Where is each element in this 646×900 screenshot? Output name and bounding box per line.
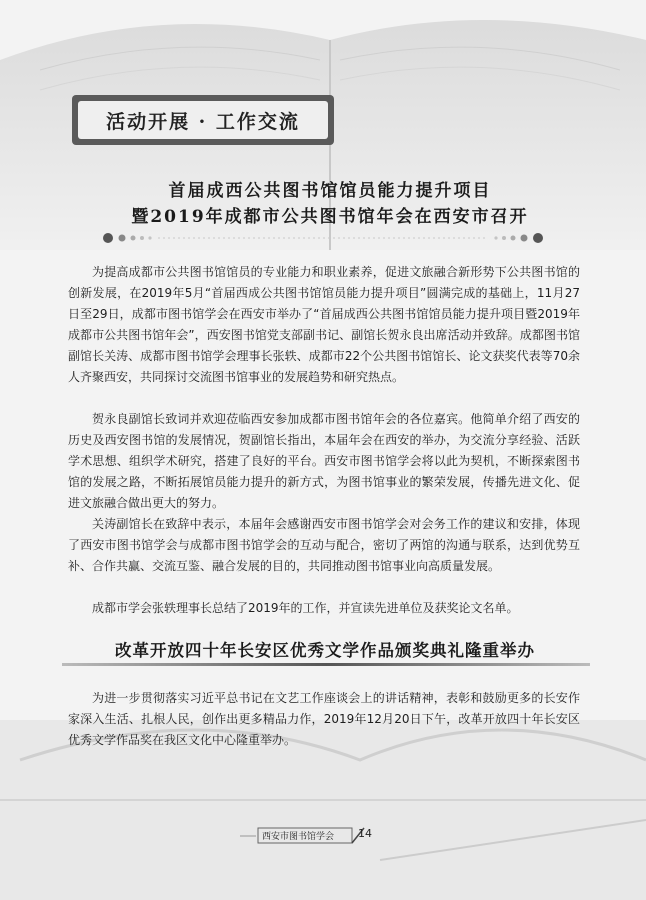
section-banner: [72, 95, 334, 145]
article-title-line-1: 首届成西公共图书馆馆员能力提升项目: [168, 181, 492, 201]
article-paragraph: 成都市学会张轶理事长总结了2019年的工作，并宣读先进单位及获奖论文名单。: [92, 601, 519, 615]
article2-paragraph: 为进一步贯彻落实习近平总书记在文艺工作座谈会上的讲话精神，表彰和鼓励更多的长安作家深入生活、扎根人民，创作出更多精品力作，2019年12月20日下午，改革开放四十年长安区优秀文学作品奖在我区文化中心隆重举办。: [68, 691, 580, 747]
dotted-divider: [100, 230, 546, 246]
page-number: 14: [358, 827, 372, 840]
article-title-line-2: 暨2019年成都市公共图书馆年会在西安市召开: [131, 207, 529, 227]
article-paragraph: 贺永良副馆长致词并欢迎莅临西安参加成都市图书馆年会的各位嘉宾。他简单介绍了西安的历史及西安图书馆的发展情况，贺副馆长指出，本届年会在西安的举办，为交流分享经验、活跃学术思想、组织学术研究，搭建了良好的平台。西安市图书馆学会将以此为契机，不断探索图书馆的发展之路，不断拓展馆员能力提升的新方式，为图书馆事业的繁荣发展，传播先进文化、促进文旅融合做出更大的努力。: [68, 412, 580, 510]
section-title: 活动开展 · 工作交流: [106, 110, 300, 133]
article-paragraph: 为提高成都市公共图书馆馆员的专业能力和职业素养，促进文旅融合新形势下公共图书馆的创新发展，在2019年5月“首届西成公共图书馆馆员能力提升项目”圆满完成的基础上，11月27日至29日，成都市图书馆学会在西安市举办了“首届成西公共图书馆馆员能力提升项目暨2019年成都市公共图书馆年会”，西安图书馆党支部副书记、副馆长贺永良出席活动并致辞。成都图书馆副馆长关涛、成都市图书馆学会理事长张轶、成都市22个公共图书馆馆长、论文获奖代表等70余人齐聚西安，共同探讨交流图书馆事业的发展趋势和研究热点。: [68, 265, 580, 384]
footer-label: 西安市图书馆学会: [262, 832, 335, 842]
article-paragraph: 关涛副馆长在致辞中表示，本届年会感谢西安市图书馆学会对会务工作的建议和安排，体现了西安市图书馆学会与成都市图书馆学会的互动与配合，密切了两馆的沟通与联系，达到优势互补、合作共赢、交流互鉴、融合发展的目的，共同推动图书馆事业向高质量发展。: [68, 517, 580, 573]
article2-title: 改革开放四十年长安区优秀文学作品颁奖典礼隆重举办: [115, 641, 535, 660]
section-banner-inner: [78, 101, 328, 139]
page-footer: [240, 826, 400, 846]
title-underline: [62, 663, 590, 666]
